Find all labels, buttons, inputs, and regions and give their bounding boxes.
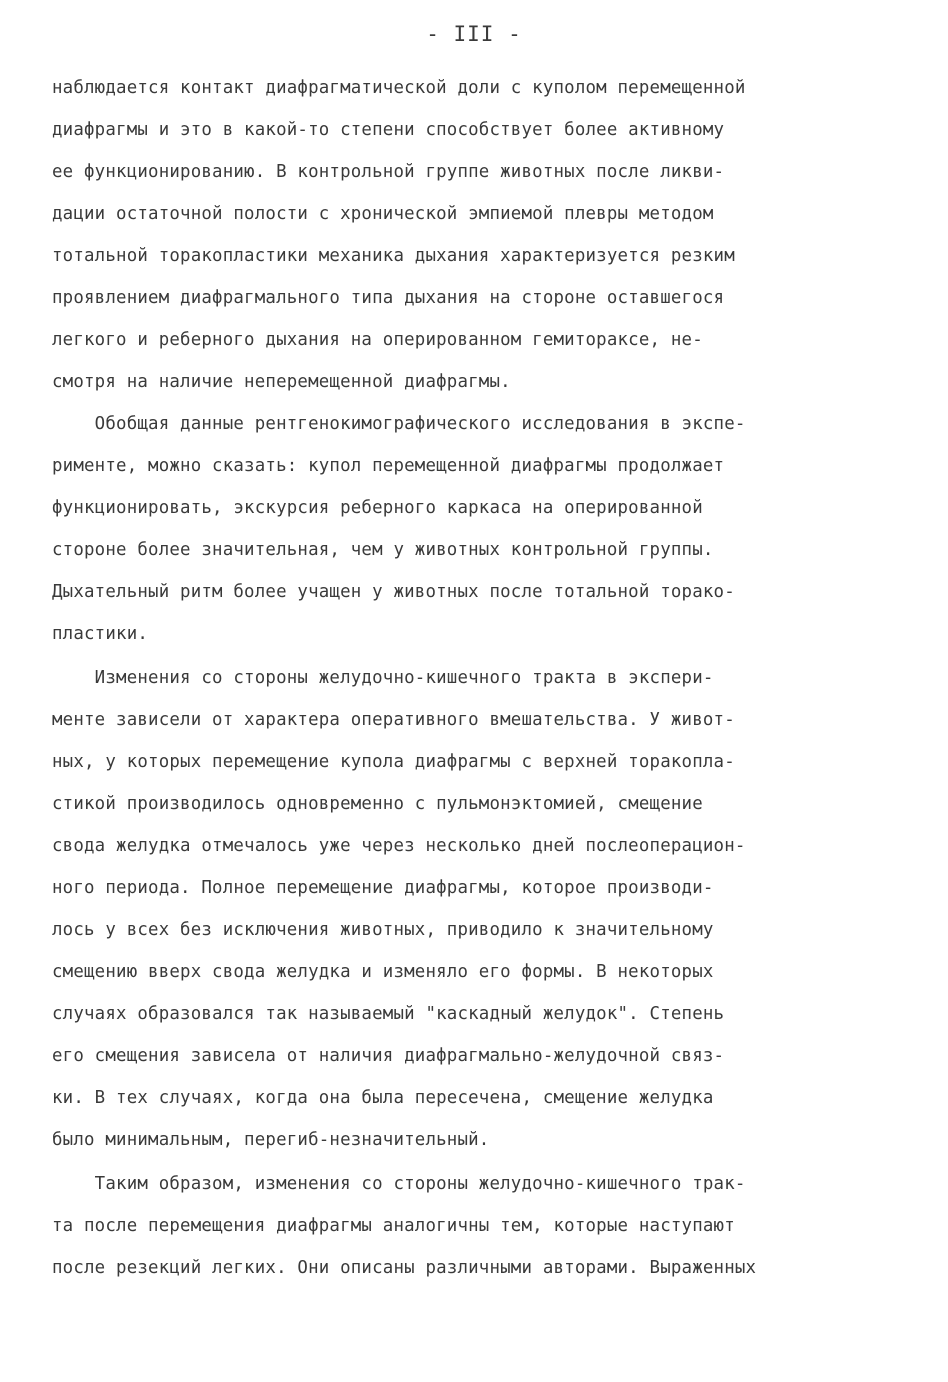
text-line: лось у всех без исключения животных, приводило к значительному xyxy=(52,920,714,940)
text-line: ее функционированию. В контрольной группе животных после ликви- xyxy=(52,162,725,182)
text-line: диафрагмы и это в какой-то степени способствует более активному xyxy=(52,120,725,140)
text-line: стикой производилось одновременно с пульмонэктомией, смещение xyxy=(52,794,703,814)
text-line: ки. В тех случаях, когда она была пересечена, смещение желудка xyxy=(52,1088,714,1108)
text-line: было минимальным, перегиб-незначительный. xyxy=(52,1130,490,1150)
text-line: та после перемещения диафрагмы аналогичны тем, которые наступают xyxy=(52,1216,735,1236)
text-line: функционировать, экскурсия реберного каркаса на оперированной xyxy=(52,498,703,518)
text-line: смотря на наличие неперемещенной диафрагмы. xyxy=(52,372,511,392)
text-line: после резекций легких. Они описаны различными авторами. Выраженных xyxy=(52,1258,757,1278)
text-line: дации остаточной полости с хронической эмпиемой плевры методом xyxy=(52,204,714,224)
text-line: случаях образовался так называемый "каскадный желудок". Степень xyxy=(52,1004,725,1024)
text-line: Таким образом, изменения со стороны желудочно-кишечного трак- xyxy=(52,1174,746,1194)
text-line: Изменения со стороны желудочно-кишечного тракта в экспери- xyxy=(52,668,714,688)
text-line: тотальной торакопластики механика дыхания характеризуется резким xyxy=(52,246,735,266)
text-line: рименте, можно сказать: купол перемещенной диафрагмы продолжает xyxy=(52,456,725,476)
text-line: смещению вверх свода желудка и изменяло его формы. В некоторых xyxy=(52,962,714,982)
text-line: наблюдается контакт диафрагматической доли с куполом перемещенной xyxy=(52,78,746,98)
text-line: его смещения зависела от наличия диафрагмально-желудочной связ- xyxy=(52,1046,725,1066)
page-number: - III - xyxy=(426,22,522,46)
text-line: Дыхательный ритм более учащен у животных после тотальной торако- xyxy=(52,582,735,602)
text-line: свода желудка отмечалось уже через несколько дней послеоперацион- xyxy=(52,836,746,856)
text-line: проявлением диафрагмального типа дыхания на стороне оставшегося xyxy=(52,288,725,308)
text-line: ных, у которых перемещение купола диафрагмы с верхней торакопла- xyxy=(52,752,735,772)
text-line: Обобщая данные рентгенокимографического исследования в экспе- xyxy=(52,414,746,434)
text-line: легкого и реберного дыхания на оперированном гемитораксе, не- xyxy=(52,330,703,350)
text-line: пластики. xyxy=(52,624,149,644)
text-line: ного периода. Полное перемещение диафрагмы, которое производи- xyxy=(52,878,714,898)
text-line: менте зависели от характера оперативного вмешательства. У живот- xyxy=(52,710,735,730)
text-line: стороне более значительная, чем у животных контрольной группы. xyxy=(52,540,714,560)
